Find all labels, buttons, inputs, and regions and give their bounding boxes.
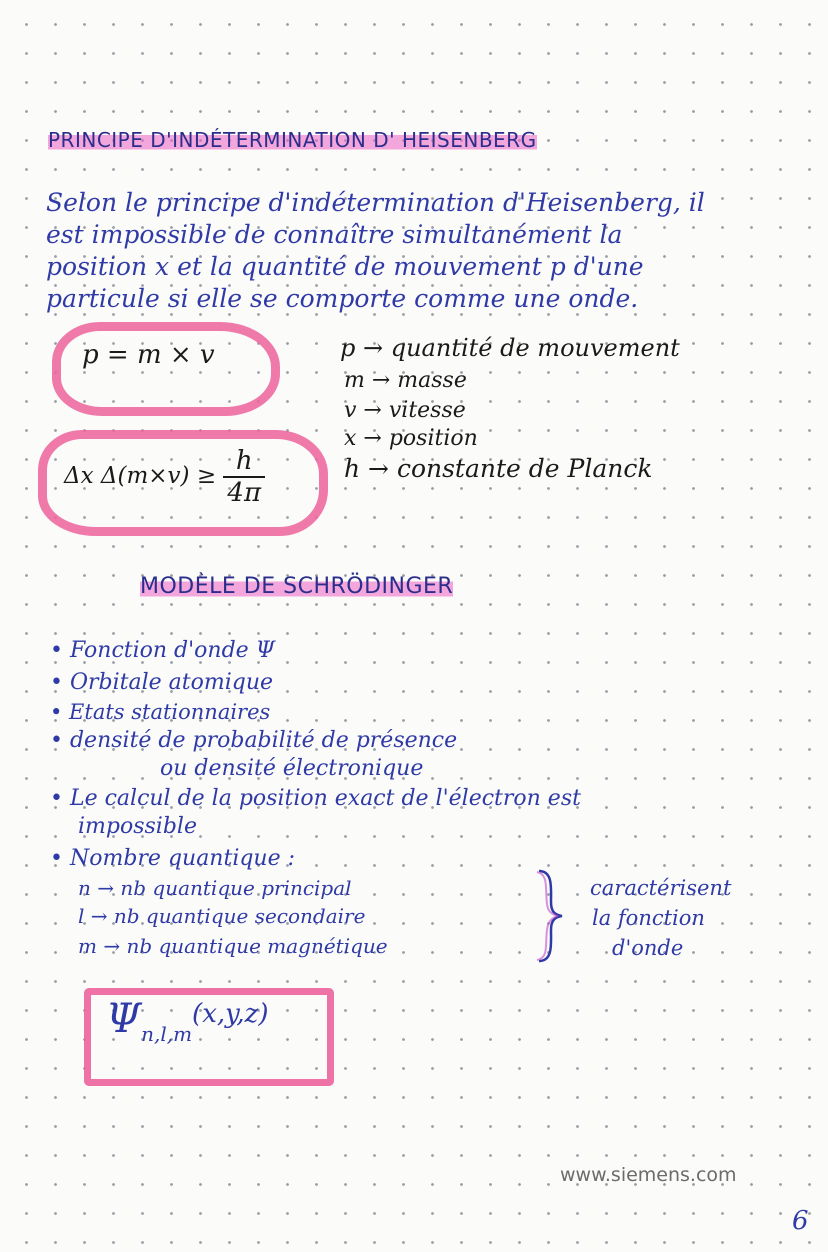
psi-subscript: n,l,m: [141, 1022, 193, 1046]
heisenberg-title: PRINCIPE D'INDÉTERMINATION D' HEISENBERG: [48, 128, 537, 152]
paragraph-line-3: position x et la quantité de mouvement p d'une: [46, 252, 644, 281]
fraction-denominator: 4π: [227, 478, 262, 508]
brace-text-3: d'onde: [612, 936, 684, 960]
schrodinger-title: MODÈLE DE SCHRÖDINGER: [140, 574, 454, 599]
legend-line-3: v → vitesse: [344, 398, 466, 423]
bullet-density: • densité de probabilité de présence: [50, 728, 458, 753]
brace-text-2: la fonction: [592, 906, 705, 930]
paragraph-line-2: est impossible de connaître simultanément la: [46, 220, 623, 249]
brace-text-1: caractérisent: [590, 876, 732, 900]
paragraph-line-4: particule si elle se comporte comme une onde.: [46, 284, 639, 313]
psi-symbol: Ψ: [106, 996, 142, 1042]
formula-uncertainty: [64, 446, 265, 508]
curly-brace-icon: [535, 868, 565, 964]
formula-uncertainty-left: Δx Δ(m×v) ≥: [64, 463, 217, 489]
quantum-principal: n → nb quantique principal: [78, 876, 352, 900]
bullet-position-calc: • Le calcul de la position exact de l'électron est: [50, 786, 581, 811]
legend-line-1: p → quantité de mouvement: [340, 334, 680, 362]
quantum-secondary: l → nb quantique secondaire: [78, 904, 366, 928]
quantum-magnetic: m → nb quantique magnétique: [78, 934, 388, 958]
bullet-quantum-number: • Nombre quantique :: [50, 846, 296, 871]
psi-args: (x,y,z): [192, 999, 269, 1029]
footer-url: www.siemens.com: [560, 1164, 737, 1186]
legend-line-5: h → constante de Planck: [344, 454, 653, 483]
formula-fraction: [223, 446, 265, 508]
legend-line-4: x → position: [344, 426, 478, 451]
fraction-numerator: h: [223, 446, 265, 478]
bullet-stationary-states: • Etats stationnaires: [50, 700, 271, 724]
bullet-density-cont: ou densité électronique: [160, 756, 424, 781]
legend-line-2: m → masse: [344, 368, 467, 393]
bullet-orbital: • Orbitale atomique: [50, 670, 274, 695]
paragraph-line-1: Selon le principe d'indétermination d'Heisenberg, il: [46, 188, 705, 217]
bullet-position-calc-cont: impossible: [78, 814, 197, 839]
formula-momentum: p = m × v: [82, 340, 215, 370]
bullet-wave-function: • Fonction d'onde Ψ: [50, 638, 275, 663]
page-number: 6: [792, 1206, 809, 1236]
psi-expression: [106, 996, 268, 1046]
